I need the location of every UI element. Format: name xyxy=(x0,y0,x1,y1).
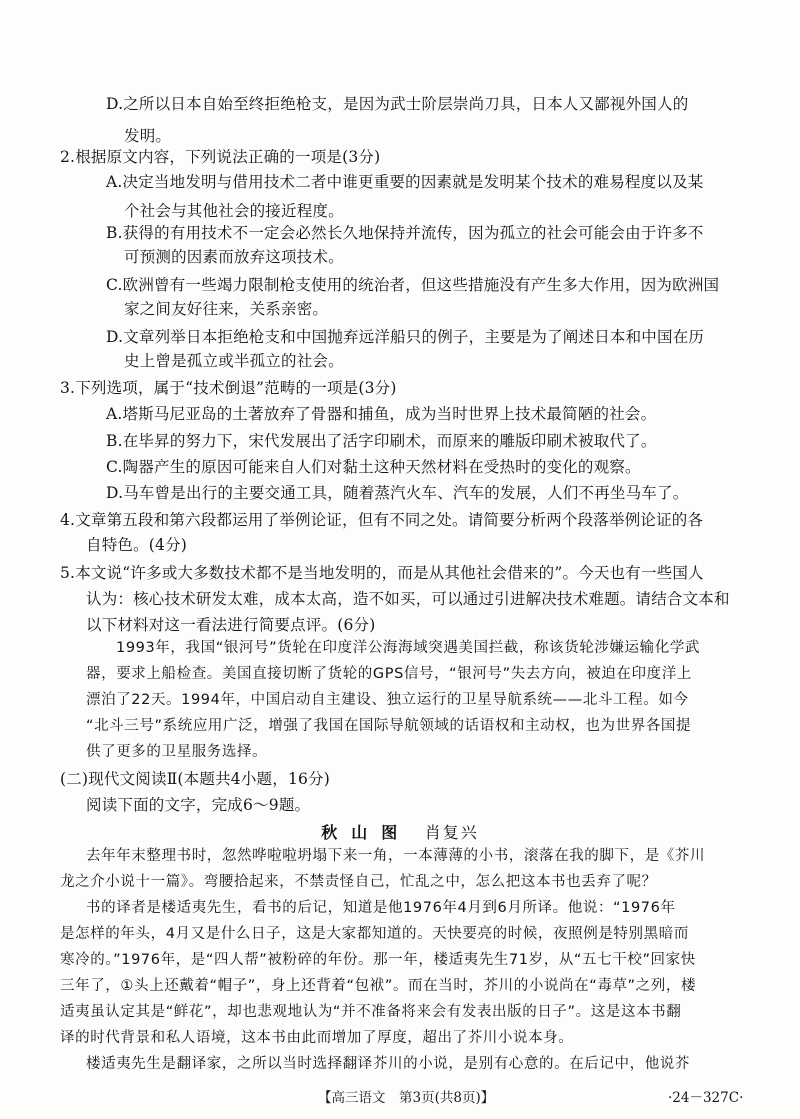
article-line-2: 龙之介小说十一篇》。弯腰拾起来，不禁责怪自己，忙乱之中，怎么把这本书也丢弃了呢？ xyxy=(60,874,657,890)
q5-line-1: 5.本文说“许多或大多数技术都不是当地发明的，而是从其他社会借来的”。今天也有一些国人 xyxy=(60,564,704,582)
article-author: 肖复兴 xyxy=(424,823,479,842)
material-line-4: “北斗三号”系统应用广泛，增强了我国在国际导航领域的话语权和主动权，也为世界各国提 xyxy=(86,718,692,734)
q3-stem: 3.下列选项，属于“技术倒退”范畴的一项是(3分) xyxy=(60,379,397,397)
q2-option-d-line-2: 史上曾是孤立或半孤立的社会。 xyxy=(124,352,344,370)
q2-option-a-line-1: A.决定当地发明与借用技术二者中谁更重要的因素就是发明某个技术的难易程度以及某 xyxy=(106,173,704,191)
q2-option-c-line-2: 家之间友好往来，关系亲密。 xyxy=(124,300,329,318)
page-footer: 【高三语文 第3页(共8页)】 xyxy=(318,1090,495,1106)
q2-stem: 2.根据原文内容，下列说法正确的一项是(3分) xyxy=(60,148,381,166)
q4-line-2: 自特色。(4分) xyxy=(86,536,188,554)
q5-line-2: 认为：核心技术研发太难，成本太高，造不如买，可以通过引进解决技术难题。请结合文本和 xyxy=(86,590,730,608)
material-line-1: 1993年，我国“银河号”货轮在印度洋公海海域突遇美国拦截，称该货轮涉嫌运输化学武 xyxy=(116,640,701,656)
article-title: 秋山图 xyxy=(321,823,412,842)
article-line-6: 三年了，①头上还戴着“帽子”，身上还背着“包袱”。而在当时，芥川的小说尚在“毒草”之列，楼 xyxy=(60,978,697,994)
material-line-5: 供了更多的卫星服务选择。 xyxy=(86,744,268,760)
q3-option-b: B.在毕昇的努力下，宋代发展出了活字印刷术，而原来的雕版印刷术被取代了。 xyxy=(106,432,657,450)
paper-code: ·24－327C· xyxy=(668,1090,744,1106)
q2-option-a-line-2: 个社会与其他社会的接近程度。 xyxy=(124,202,344,220)
section-heading: (二)现代文阅读Ⅱ(本题共4小题，16分) xyxy=(60,770,331,788)
article-title-block xyxy=(0,820,800,843)
article-line-7: 适夷虽认定其是“鲜花”，却也悲观地认为“并不准备将来会有发表出版的日子”。这是这本书翻 xyxy=(60,1004,682,1020)
q1-option-d-line-1: D.之所以日本自始至终拒绝枪支，是因为武士阶层崇尚刀具，日本人又鄙视外国人的 xyxy=(106,95,689,113)
material-line-3: 漂泊了22天。1994年，中国启动自主建设、独立运行的卫星导航系统——北斗工程。如今 xyxy=(86,692,689,708)
q1-option-d-line-2: 发明。 xyxy=(124,127,172,145)
material-line-2: 器，要求上船检查。美国直接切断了货轮的GPS信号，“银河号”失去方向，被迫在印度洋上 xyxy=(86,666,692,682)
q3-option-d: D.马车曾是出行的主要交通工具，随着蒸汽火车、汽车的发展，人们不再坐马车了。 xyxy=(106,484,689,502)
q2-option-c-line-1: C.欧洲曾有一些竭力限制枪支使用的统治者，但这些措施没有产生多大作用，因为欧洲国 xyxy=(106,276,720,294)
q3-option-a: A.塔斯马尼亚岛的土著放弃了骨器和捕鱼，成为当时世界上技术最简陋的社会。 xyxy=(106,405,657,423)
q2-option-b-line-2: 可预测的因素而放弃这项技术。 xyxy=(124,248,344,266)
article-line-8: 译的时代背景和私人语境，这本书由此而增加了厚度，超出了芥川小说本身。 xyxy=(60,1030,574,1046)
article-line-1: 去年年末整理书时，忽然哗啦啦坍塌下来一角，一本薄薄的小书，滚落在我的脚下，是《芥川 xyxy=(86,848,706,864)
q3-option-c: C.陶器产生的原因可能来自人们对黏土这种天然材料在受热时的变化的观察。 xyxy=(106,458,641,476)
q4-line-1: 4.文章第五段和第六段都运用了举例论证，但有不同之处。请简要分析两个段落举例论证的各 xyxy=(60,511,704,529)
article-line-4: 是怎样的年头，4月又是什么日子，这是大家都知道的。天快要亮的时候，夜照例是特别黑暗而 xyxy=(60,926,689,942)
article-line-5: 寒冷的。”1976年，是“四人帮”被粉碎的年份。那一年，楼适夷先生71岁，从“五七干校”回家快 xyxy=(60,952,696,968)
section-instruction: 阅读下面的文字，完成6～9题。 xyxy=(86,796,311,814)
q2-option-b-line-1: B.获得的有用技术不一定会必然长久地保持并流传，因为孤立的社会可能会由于许多不 xyxy=(106,224,704,242)
q5-line-3: 以下材料对这一看法进行简要点评。(6分) xyxy=(86,616,376,634)
article-line-3: 书的译者是楼适夷先生，看书的后记，知道是他1976年4月到6月所译。他说：“1976年 xyxy=(86,900,676,916)
q2-option-d-line-1: D.文章列举日本拒绝枪支和中国抛弃远洋船只的例子，主要是为了阐述日本和中国在历 xyxy=(106,328,705,346)
article-line-9: 楼适夷先生是翻译家，之所以当时选择翻译芥川的小说，是别有心意的。在后记中，他说芥 xyxy=(86,1056,690,1072)
